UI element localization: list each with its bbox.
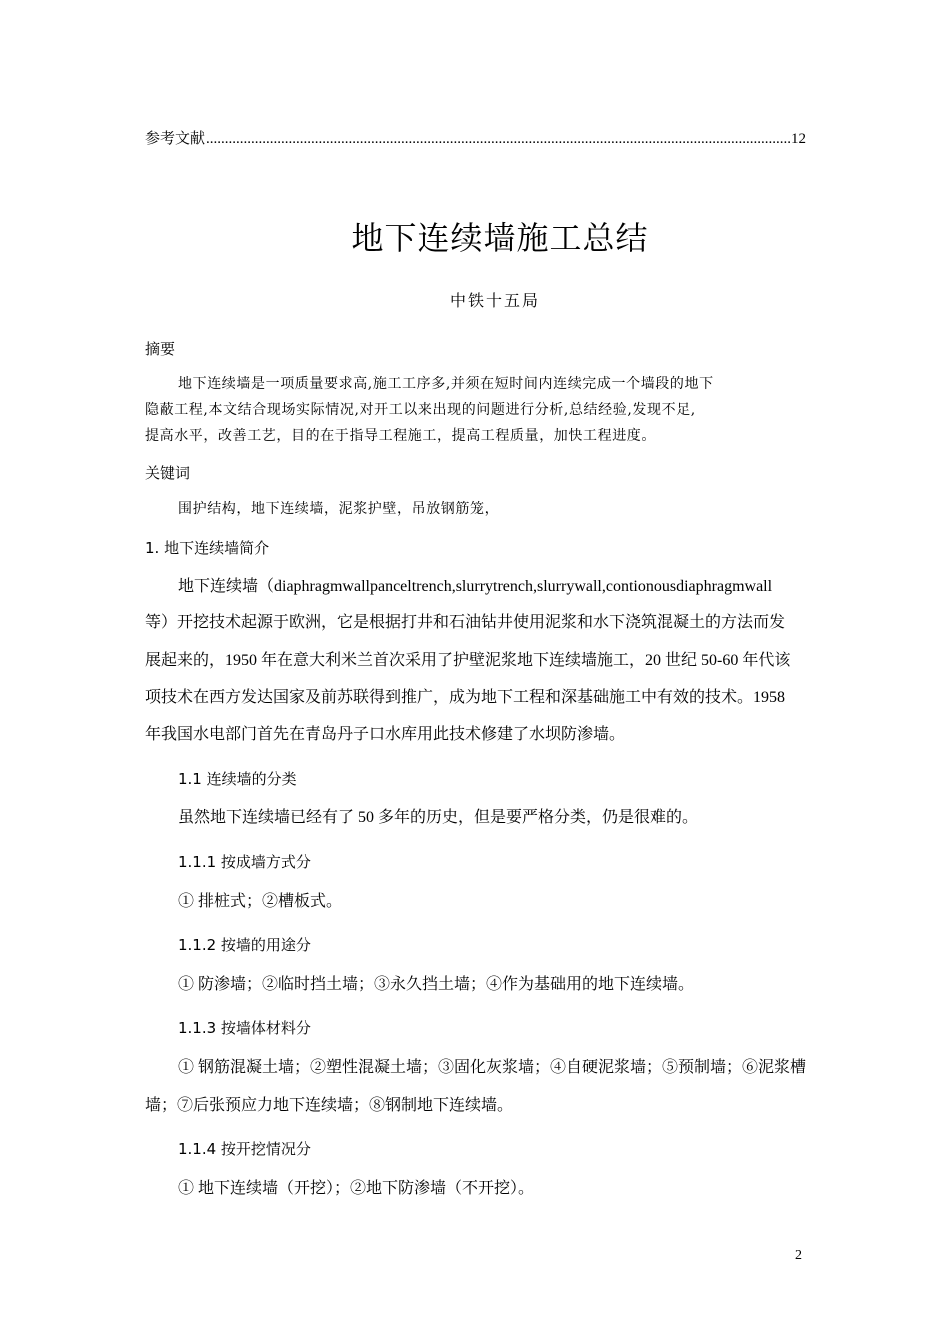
section-1-line-3: 展起来的，1950 年在意大利米兰首次采用了护壁泥浆地下连续墙施工，20 世纪 50-60 年代该 [145,652,791,669]
section-1-1-1-text: ① 排桩式；②槽板式。 [178,893,343,910]
toc-entry-references[interactable] [145,127,806,147]
section-1-1-heading: 1.1 连续墙的分类 [178,770,297,788]
section-1-line-1: 地下连续墙（diaphragmwallpanceltrench,slurrytrench,slurrywall,contionousdiaphragmwall [178,578,773,595]
section-1-line-2: 等）开挖技术起源于欧洲，它是根据打井和石油钻井使用泥浆和水下浇筑混凝土的方法而发 [145,614,786,631]
section-1-heading: 1. 地下连续墙简介 [145,539,270,557]
section-1-1-1-heading: 1.1.1 按成墙方式分 [178,853,311,871]
page-number: 2 [795,1248,802,1263]
document-title: 地下连续墙施工总结 [351,219,649,257]
section-1-1-4-heading: 1.1.4 按开挖情况分 [178,1140,311,1158]
abstract-heading: 摘要 [145,340,176,358]
section-1-1-2-text: ① 防渗墙；②临时挡土墙；③永久挡土墙；④作为基础用的地下连续墙。 [178,976,695,993]
toc-entry-label: 参考文献 [145,131,206,147]
section-1-line-4: 项技术在西方发达国家及前苏联得到推广，成为地下工程和深基础施工中有效的技术。1958 [145,689,786,706]
toc-entry-page: 12 [791,131,806,147]
section-1-1-text: 虽然地下连续墙已经有了 50 多年的历史，但是要严格分类，仍是很难的。 [178,809,699,826]
section-1-1-3-heading: 1.1.3 按墙体材料分 [178,1019,311,1037]
section-1-1-4-text: ① 地下连续墙（开挖）；②地下防渗墙（不开挖）。 [178,1180,535,1197]
section-1-1-3-line-2: 墙；⑦后张预应力地下连续墙；⑧钢制地下连续墙。 [145,1097,514,1114]
keywords-heading: 关键词 [145,464,191,482]
document-author: 中铁十五局 [449,291,540,310]
toc-dot-leader [206,131,790,148]
keywords-text: 围护结构，地下连续墙，泥浆护壁，吊放钢筋笼， [178,501,500,517]
section-1-1-3-line-1: ① 钢筋混凝土墙；②塑性混凝土墙；③固化灰浆墙；④自硬泥浆墙；⑤预制墙；⑥泥浆槽 [178,1059,807,1076]
section-1-1-2-heading: 1.1.2 按墙的用途分 [178,936,311,954]
abstract-line-3: 提高水平，改善工艺，目的在于指导工程施工，提高工程质量，加快工程进度。 [145,428,656,444]
abstract-line-2: 隐蔽工程,本文结合现场实际情况,对开工以来出现的问题进行分析,总结经验,发现不足, [145,402,696,418]
section-1-line-5: 年我国水电部门首先在青岛丹子口水库用此技术修建了水坝防渗墙。 [145,726,626,743]
abstract-line-1: 地下连续墙是一项质量要求高,施工工序多,并须在短时间内连续完成一个墙段的地下 [178,376,714,392]
